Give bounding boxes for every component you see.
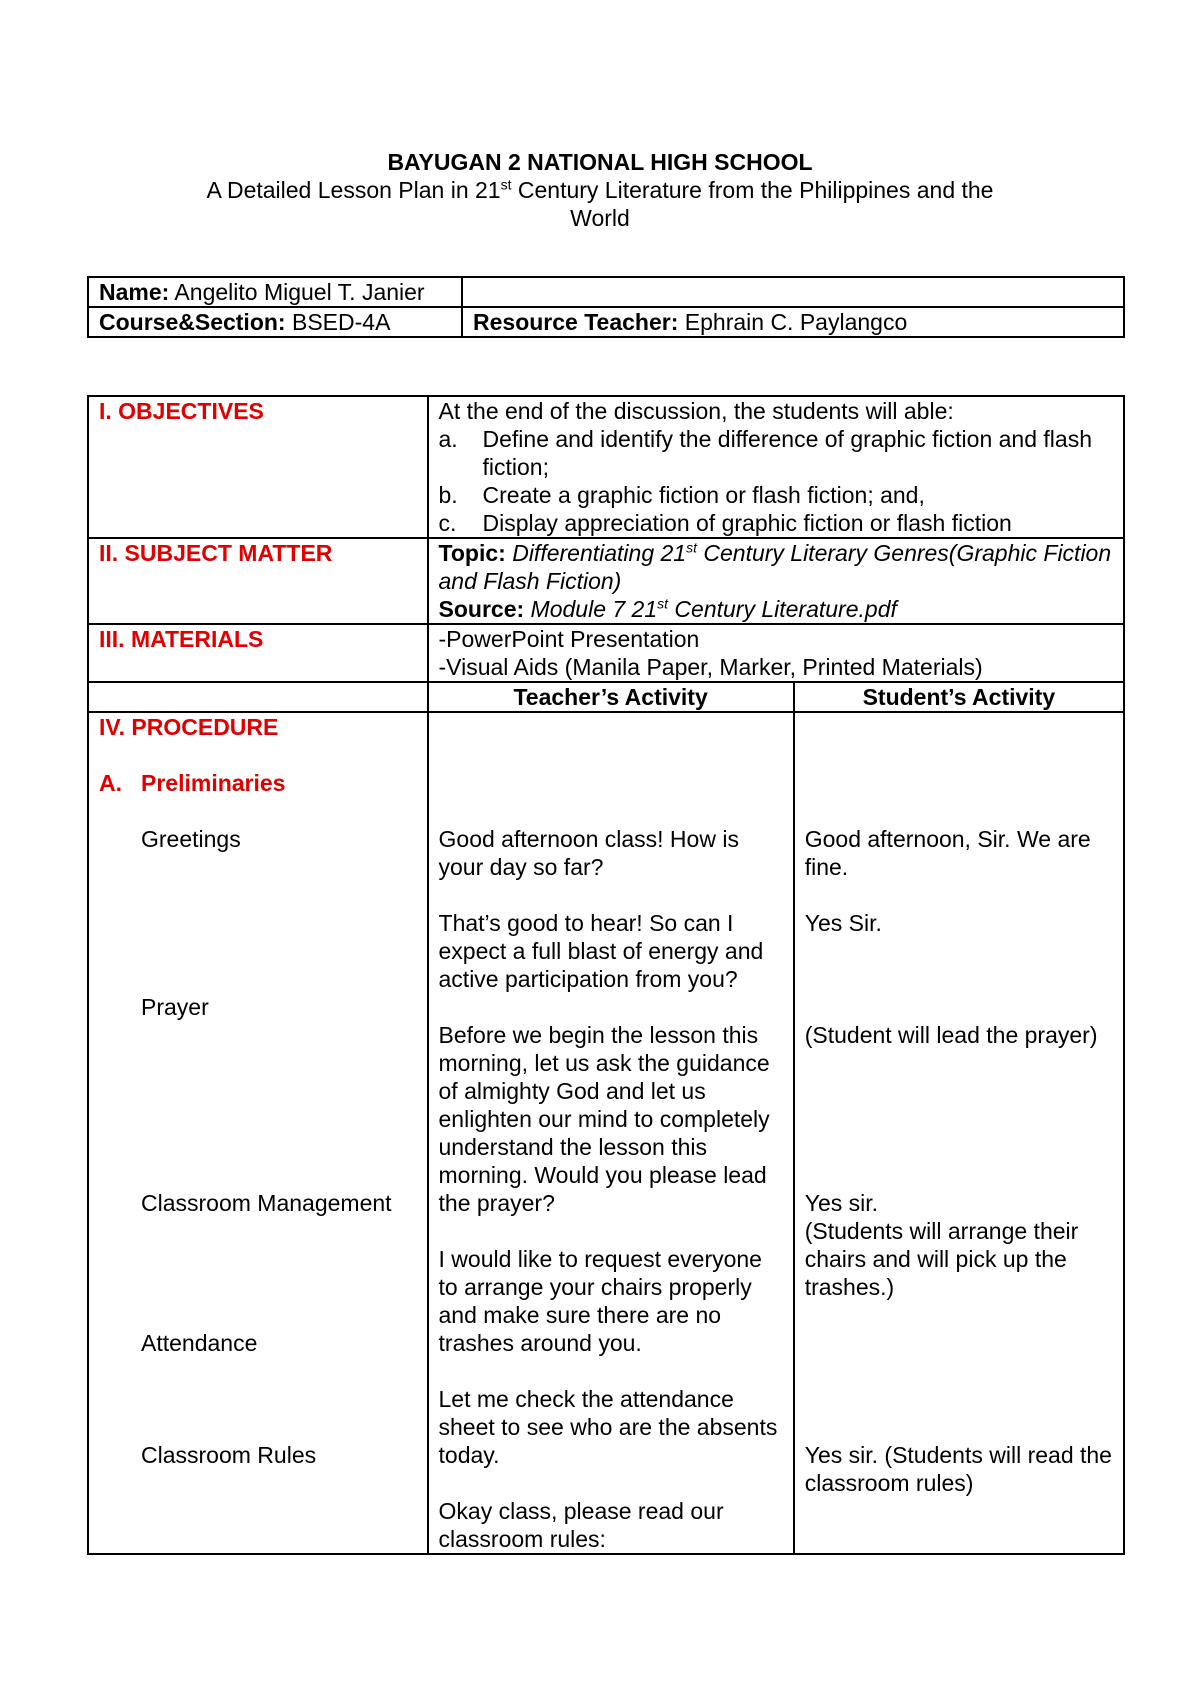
student-activity-header: Student’s Activity xyxy=(794,682,1124,712)
document-header xyxy=(0,148,1200,232)
objectives-intro: At the end of the discussion, the students will able: xyxy=(438,398,954,424)
student-management-action: (Students will arrange their chairs and will pick up the trashes.) xyxy=(804,1218,1079,1300)
teacher-cell xyxy=(462,307,1124,337)
materials-label-cell xyxy=(88,624,428,682)
source-text: Module 7 21 xyxy=(524,596,658,622)
objectives-list xyxy=(439,425,1113,537)
materials-item: -Visual Aids (Manila Paper, Marker, Printed Materials) xyxy=(438,654,983,680)
greetings-label: Greetings xyxy=(141,826,241,852)
lesson-plan-title-line2: World xyxy=(570,205,630,231)
objectives-row xyxy=(88,396,1124,538)
topic-line xyxy=(439,539,1113,595)
lesson-plan-title xyxy=(0,176,1200,204)
school-name: BAYUGAN 2 NATIONAL HIGH SCHOOL xyxy=(387,149,813,175)
title-sup: st xyxy=(500,176,512,193)
teacher-activity-header: Teacher’s Activity xyxy=(428,682,794,712)
objective-key: c. xyxy=(438,510,457,536)
topic-text: Century Literary Genres(Graphic Fiction and Flash Fiction) xyxy=(438,540,1112,594)
procedure-label: IV. PROCEDURE xyxy=(99,714,279,740)
teacher-label: Resource Teacher: xyxy=(473,309,679,335)
materials-content xyxy=(428,624,1124,682)
title-part: A Detailed Lesson Plan in 21 xyxy=(206,177,501,203)
objective-key: b. xyxy=(438,482,458,508)
teacher-activity-col xyxy=(428,712,794,1554)
teacher-management: I would like to request everyone to arrange your chairs properly and make sure there are no trashes around you. xyxy=(438,1246,762,1356)
activity-header-row xyxy=(88,682,1124,712)
attendance-label: Attendance xyxy=(141,1330,258,1356)
materials-item: -PowerPoint Presentation xyxy=(438,626,700,652)
management-label: Classroom Management xyxy=(141,1190,392,1216)
objectives-label: I. OBJECTIVES xyxy=(99,398,264,424)
name-label: Name: xyxy=(99,279,170,305)
procedure-row xyxy=(88,712,1124,1554)
title-part: Century Literature from the Philippines and the xyxy=(511,177,994,203)
objective-text: Display appreciation of graphic fiction or flash fiction xyxy=(482,510,1012,536)
rules-label: Classroom Rules xyxy=(141,1442,317,1468)
objective-text: Define and identify the difference of graphic fiction and flash fiction; xyxy=(482,426,1092,480)
objectives-content xyxy=(428,396,1124,538)
objective-key: a. xyxy=(438,426,458,452)
objective-item xyxy=(439,481,1113,509)
teacher-value: Ephrain C. Paylangco xyxy=(678,309,908,335)
name-value: Angelito Miguel T. Janier xyxy=(169,279,425,305)
preliminaries-heading xyxy=(99,769,417,797)
materials-row xyxy=(88,624,1124,682)
subject-label-cell xyxy=(88,538,428,624)
course-value: BSED-4A xyxy=(285,309,391,335)
objectives-label-cell xyxy=(88,396,428,538)
objective-item xyxy=(439,425,1113,481)
preliminaries-label: Preliminaries xyxy=(141,770,286,796)
empty-header-cell xyxy=(88,682,428,712)
source-label: Source: xyxy=(438,596,525,622)
lesson-plan-table xyxy=(87,395,1125,1555)
teacher-rules: Okay class, please read our classroom rules: xyxy=(438,1498,724,1552)
info-row-course xyxy=(88,307,1124,337)
topic-sup: st xyxy=(686,539,697,556)
teacher-greeting: Good afternoon class! How is your day so far? xyxy=(438,826,739,880)
course-cell xyxy=(88,307,462,337)
source-text: Century Literature.pdf xyxy=(668,596,897,622)
info-row-name xyxy=(88,277,1124,307)
course-label: Course&Section: xyxy=(99,309,286,335)
preliminaries-key: A. xyxy=(99,770,122,796)
empty-cell xyxy=(462,277,1124,307)
procedure-label-col xyxy=(88,712,428,1554)
objective-item xyxy=(439,509,1113,537)
subject-content xyxy=(428,538,1124,624)
topic-label: Topic: xyxy=(438,540,506,566)
student-greeting-followup: Yes Sir. xyxy=(804,910,882,936)
teacher-attendance: Let me check the attendance sheet to see who are the absents today. xyxy=(438,1386,778,1468)
student-activity-col xyxy=(794,712,1124,1554)
materials-label: III. MATERIALS xyxy=(99,626,264,652)
teacher-prayer: Before we begin the lesson this morning, let us ask the guidance of almighty God and let us enlighten our mind to completely understand the lesson this morning. Would you please lead the prayer? xyxy=(438,1022,770,1216)
info-table xyxy=(87,276,1125,338)
student-greeting: Good afternoon, Sir. We are fine. xyxy=(804,826,1091,880)
name-cell xyxy=(88,277,462,307)
teacher-greeting-followup: That’s good to hear! So can I expect a full blast of energy and active participation from you? xyxy=(438,910,764,992)
source-line xyxy=(439,595,1113,623)
topic-text: Differentiating 21 xyxy=(505,540,687,566)
objective-text: Create a graphic fiction or flash fiction; and, xyxy=(482,482,925,508)
subject-matter-row xyxy=(88,538,1124,624)
student-prayer: (Student will lead the prayer) xyxy=(804,1022,1098,1048)
prayer-label: Prayer xyxy=(141,994,209,1020)
student-rules: Yes sir. (Students will read the classroom rules) xyxy=(804,1442,1112,1496)
subject-matter-label: II. SUBJECT MATTER xyxy=(99,540,333,566)
source-sup: st xyxy=(657,595,669,612)
student-management-reply: Yes sir. xyxy=(804,1190,879,1216)
